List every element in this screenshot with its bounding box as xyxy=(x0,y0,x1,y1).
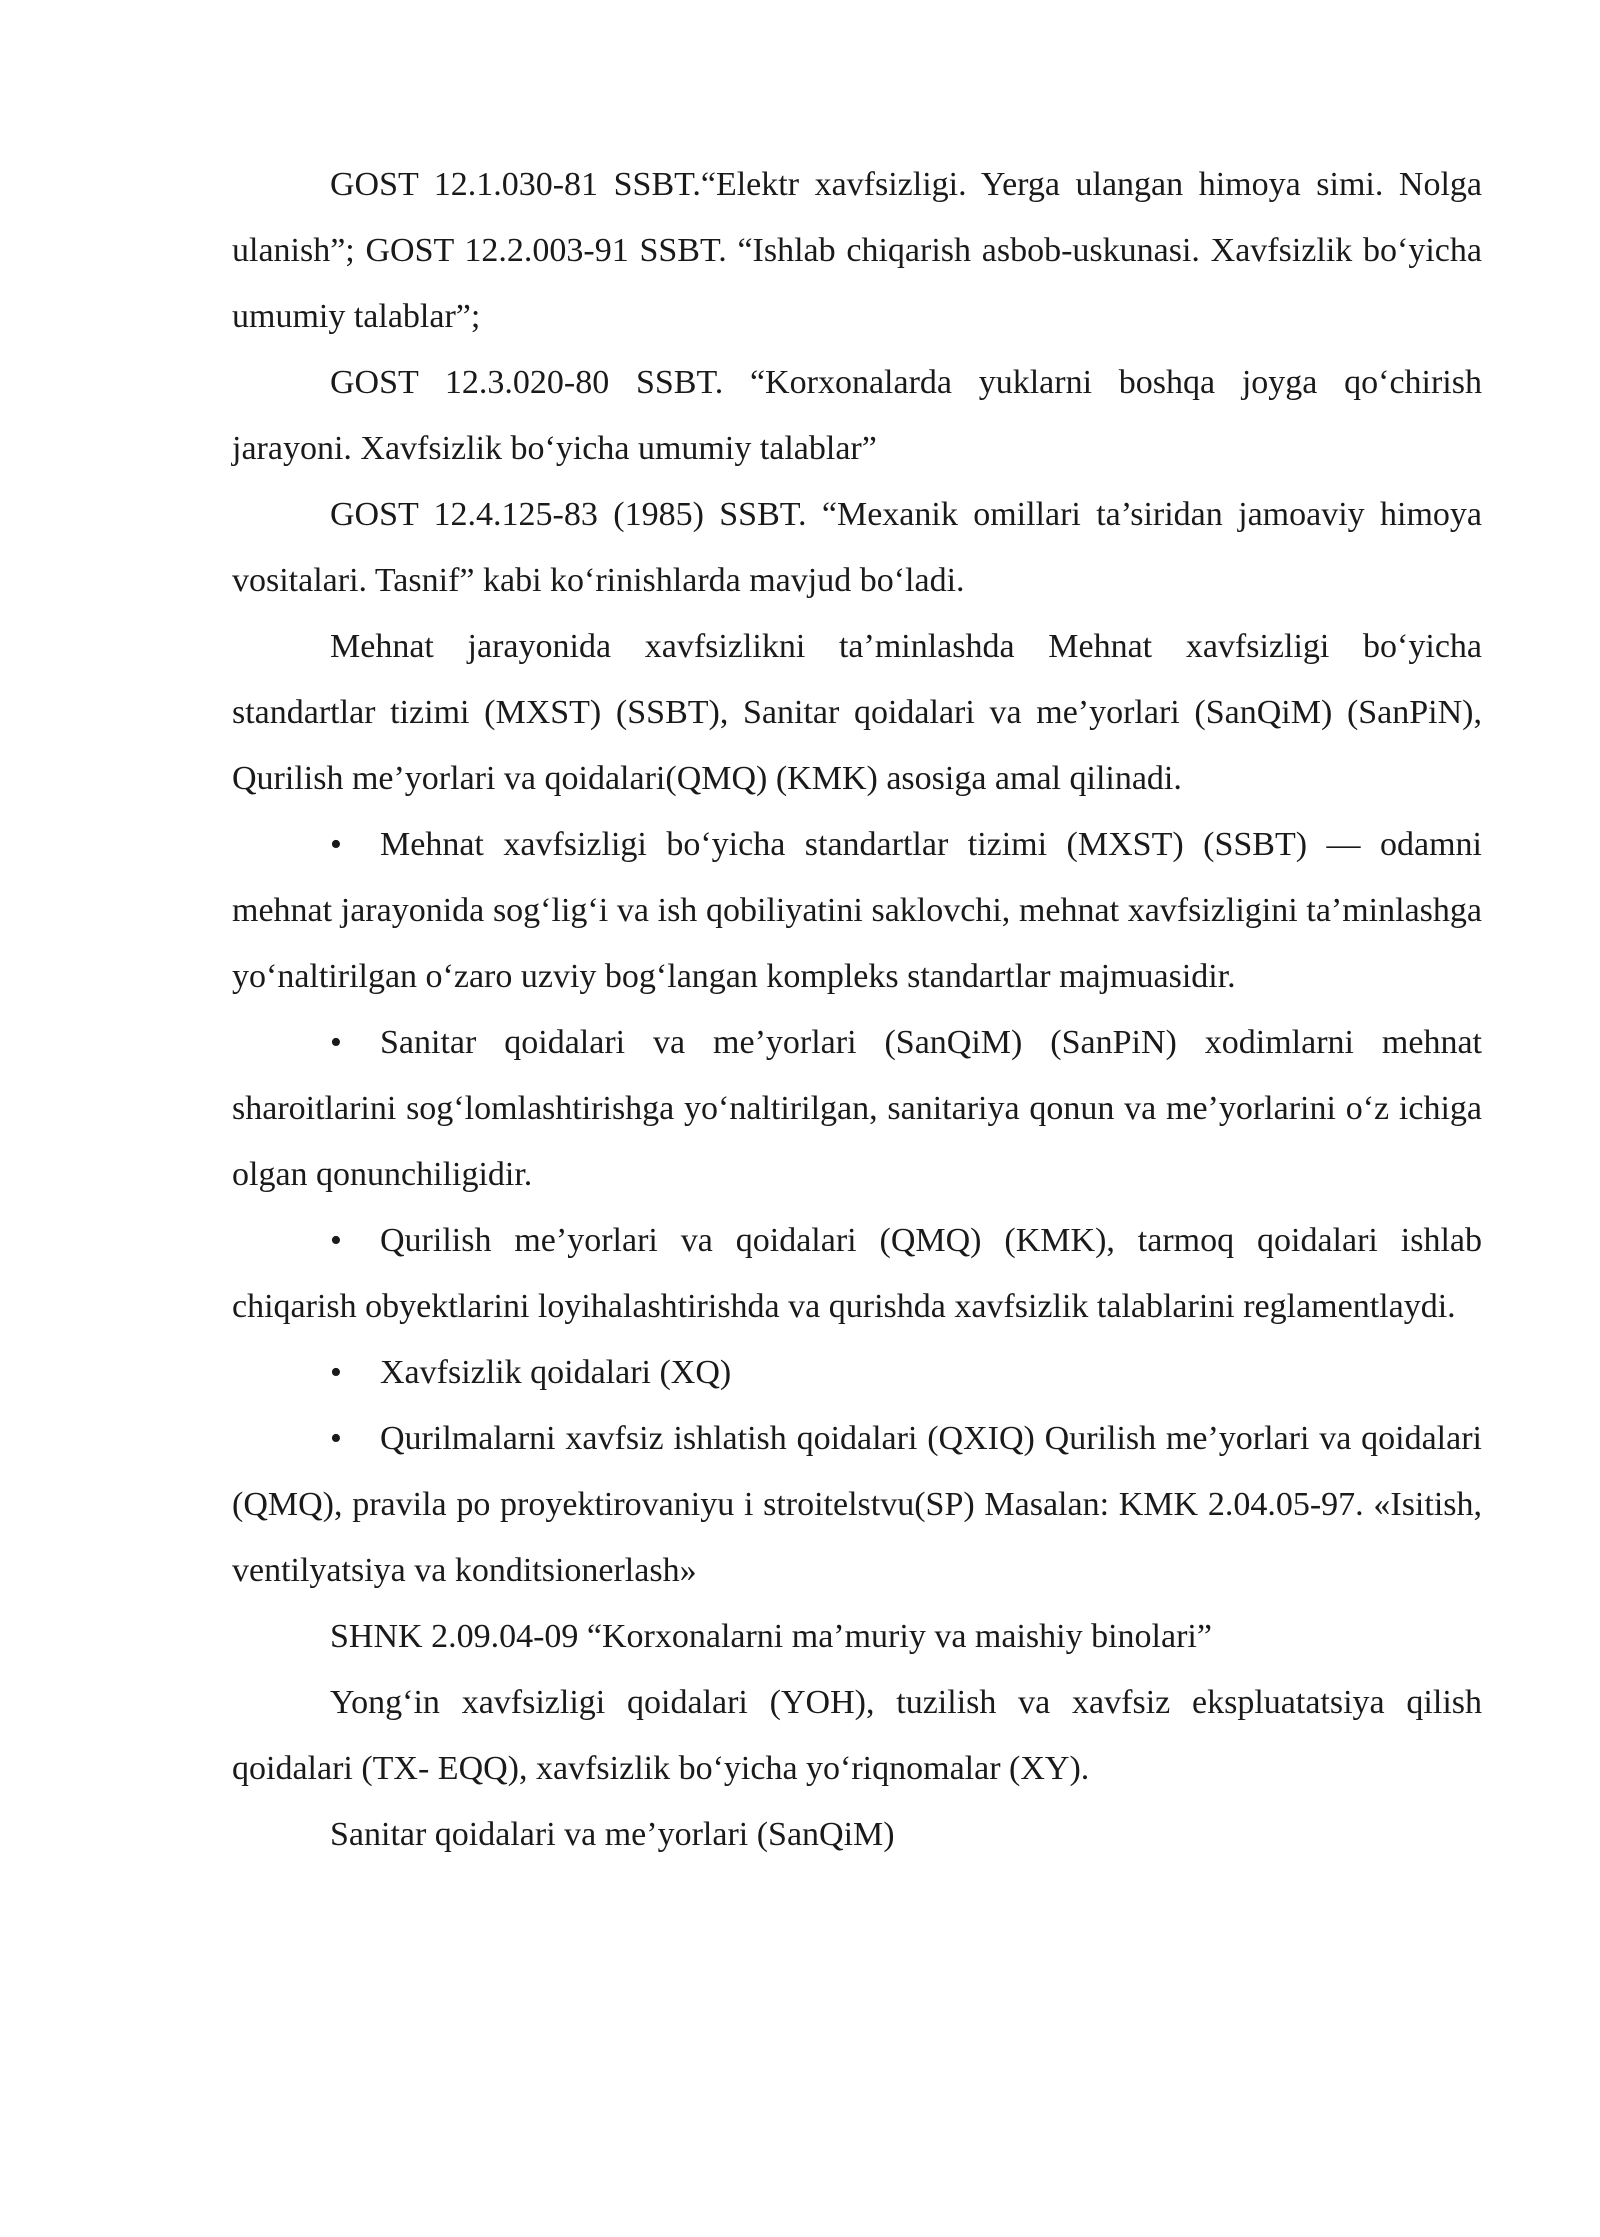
bullet-marker: • xyxy=(330,1354,342,1391)
paragraph-text: Qurilmalarni xavfsiz ishlatish qoidalari (QXIQ) Qurilish me’yorlari va qoidalari (QMQ), pravila po proyektirovaniyu i stroitelstvu(SP) Masalan: KMK 2.04.05-97. «Isitish, ventilyatsiya va konditsionerlash» xyxy=(232,1420,1482,1589)
list-item-qmq xyxy=(232,1208,1482,1340)
paragraph-yongin xyxy=(232,1670,1482,1802)
document-body xyxy=(232,152,1482,1868)
list-item-mxst xyxy=(232,812,1482,1010)
paragraph-gost-12-3-020 xyxy=(232,350,1482,482)
paragraph-gost-12-4-125 xyxy=(232,482,1482,614)
paragraph-text: Mehnat jarayonida xavfsizlikni ta’minlashda Mehnat xavfsizligi bo‘yicha standartlar tizimi (MXST) (SSBT), Sanitar qoidalari va me’yorlari (SanQiM) (SanPiN), Qurilish me’yorlari va qoidalari(QMQ) (KMK) asosiga amal qilinadi. xyxy=(232,628,1482,797)
bullet-marker: • xyxy=(330,1420,342,1457)
paragraph-sanitar xyxy=(232,1802,1482,1868)
bullet-marker: • xyxy=(330,1024,342,1061)
paragraph-text: Qurilish me’yorlari va qoidalari (QMQ) (KMK), tarmoq qoidalari ishlab chiqarish obyektlarini loyihalashtirishda va qurishda xavfsizlik talablarini reglamentlaydi. xyxy=(232,1222,1482,1325)
paragraph-text: GOST 12.3.020-80 SSBT. “Korxonalarda yuklarni boshqa joyga qo‘chirish jarayoni. Xavfsizlik bo‘yicha umumiy talablar” xyxy=(232,364,1482,467)
paragraph-text: Xavfsizlik qoidalari (XQ) xyxy=(380,1354,732,1391)
paragraph-text: Sanitar qoidalari va me’yorlari (SanQiM) (SanPiN) xodimlarni mehnat sharoitlarini sog‘lomlashtirishga yo‘naltirilgan, sanitariya qonun va me’yorlarini o‘z ichiga olgan qonunchiligidir. xyxy=(232,1024,1482,1193)
paragraph-shnk xyxy=(232,1604,1482,1670)
paragraph-text: Mehnat xavfsizligi bo‘yicha standartlar tizimi (MXST) (SSBT) — odamni mehnat jarayonida sog‘lig‘i va ish qobiliyatini saklovchi, mehnat xavfsizligini ta’minlashga yo‘naltirilgan o‘zaro uzviy bog‘langan kompleks standartlar majmuasidir. xyxy=(232,826,1482,995)
paragraph-gost-12-1-030 xyxy=(232,152,1482,350)
bullet-marker: • xyxy=(330,826,342,863)
paragraph-text: GOST 12.4.125-83 (1985) SSBT. “Mexanik omillari ta’siridan jamoaviy himoya vositalari. Tasnif” kabi ko‘rinishlarda mavjud bo‘ladi. xyxy=(232,496,1482,599)
paragraph-mehnat-jarayonida xyxy=(232,614,1482,812)
list-item-sanqim xyxy=(232,1010,1482,1208)
paragraph-text: GOST 12.1.030-81 SSBT.“Elektr xavfsizligi. Yerga ulangan himoya simi. Nolga ulanish”; GOST 12.2.003-91 SSBT. “Ishlab chiqarish asbob-uskunasi. Xavfsizlik bo‘yicha umumiy talablar”; xyxy=(232,166,1482,335)
paragraph-text: Yong‘in xavfsizligi qoidalari (YOH), tuzilish va xavfsiz ekspluatatsiya qilish qoidalari (TX- EQQ), xavfsizlik bo‘yicha yo‘riqnomalar (XY). xyxy=(232,1684,1482,1787)
list-item-xq xyxy=(232,1340,1482,1406)
bullet-marker: • xyxy=(330,1222,342,1259)
paragraph-text: Sanitar qoidalari va me’yorlari (SanQiM) xyxy=(330,1816,895,1853)
paragraph-text: SHNK 2.09.04-09 “Korxonalarni ma’muriy va maishiy binolari” xyxy=(330,1618,1212,1655)
list-item-qxiq xyxy=(232,1406,1482,1604)
